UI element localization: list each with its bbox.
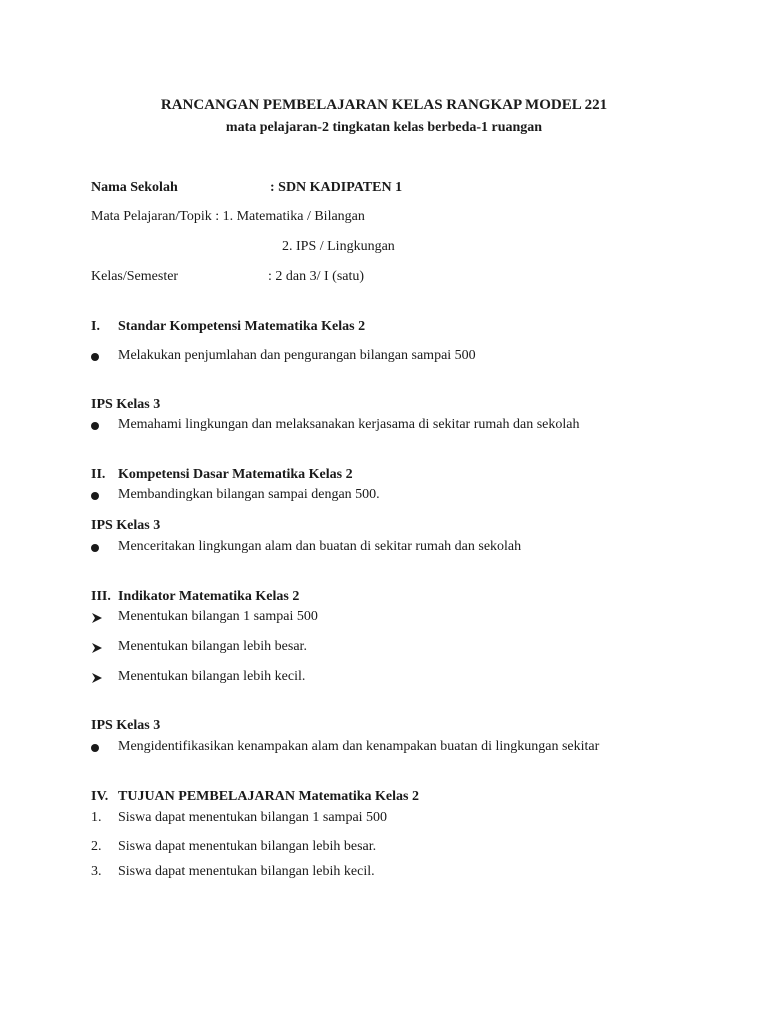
class-value: : 2 dan 3/ I (satu): [268, 269, 365, 284]
list-item: Menentukan bilangan 1 sampai 500: [118, 609, 318, 624]
section-4-number: IV.: [91, 789, 109, 804]
arrow-bullet-icon: [91, 642, 103, 654]
bullet-icon: [91, 492, 99, 500]
list-item: Siswa dapat menentukan bilangan lebih besar.: [118, 839, 377, 854]
subject-line: Mata Pelajaran/Topik : 1. Matematika / Bilangan: [91, 209, 365, 224]
list-item: Menentukan bilangan lebih besar.: [118, 639, 307, 654]
section-4-heading: TUJUAN PEMBELAJARAN Matematika Kelas 2: [118, 789, 419, 804]
section-3-heading: Indikator Matematika Kelas 2: [118, 589, 300, 604]
class-label: Kelas/Semester: [91, 269, 179, 284]
subject-line-2: 2. IPS / Lingkungan: [282, 239, 395, 254]
bullet-icon: [91, 422, 99, 430]
list-number: 1.: [91, 810, 102, 825]
school-value: : SDN KADIPATEN 1: [270, 180, 403, 195]
document-title: RANCANGAN PEMBELAJARAN KELAS RANGKAP MODEL 221: [160, 97, 608, 113]
document-subtitle: mata pelajaran-2 tingkatan kelas berbeda-1 ruangan: [225, 120, 543, 135]
list-number: 3.: [91, 864, 102, 879]
list-item: Mengidentifikasikan kenampakan alam dan kenampakan buatan di lingkungan sekitar: [118, 739, 600, 754]
section-2-ips-heading: IPS Kelas 3: [91, 518, 161, 533]
section-2-number: II.: [91, 467, 106, 482]
list-item: Siswa dapat menentukan bilangan lebih kecil.: [118, 864, 375, 879]
arrow-bullet-icon: [91, 612, 103, 624]
arrow-bullet-icon: [91, 672, 103, 684]
bullet-icon: [91, 353, 99, 361]
list-number: 2.: [91, 839, 102, 854]
list-item: Membandingkan bilangan sampai dengan 500.: [118, 487, 380, 502]
list-item: Siswa dapat menentukan bilangan 1 sampai 500: [118, 810, 388, 825]
bullet-icon: [91, 544, 99, 552]
list-item: Menentukan bilangan lebih kecil.: [118, 669, 306, 684]
school-label: Nama Sekolah: [91, 180, 178, 195]
bullet-icon: [91, 744, 99, 752]
list-item: Melakukan penjumlahan dan pengurangan bilangan sampai 500: [118, 348, 476, 363]
section-1-heading: Standar Kompetensi Matematika Kelas 2: [118, 319, 366, 334]
list-item: Memahami lingkungan dan melaksanakan kerjasama di sekitar rumah dan sekolah: [118, 417, 580, 432]
list-item: Menceritakan lingkungan alam dan buatan di sekitar rumah dan sekolah: [118, 539, 522, 554]
section-3-number: III.: [91, 589, 111, 604]
section-1-number: I.: [91, 319, 100, 334]
section-2-heading: Kompetensi Dasar Matematika Kelas 2: [118, 467, 353, 482]
section-1-ips-heading: IPS Kelas 3: [91, 397, 161, 412]
section-3-ips-heading: IPS Kelas 3: [91, 718, 161, 733]
